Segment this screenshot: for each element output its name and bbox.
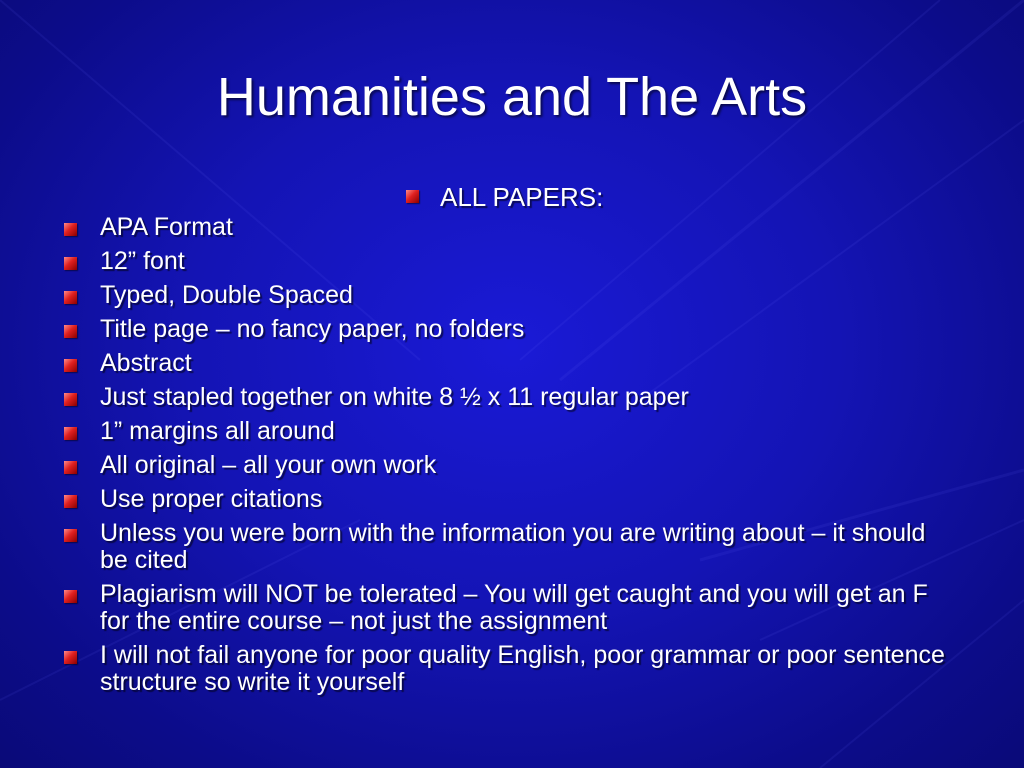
list-item-text: Abstract	[100, 349, 192, 377]
list-item-text: Plagiarism will NOT be tolerated – You will get caught and you will get an F for the entire course – not just the assignment	[100, 580, 928, 635]
list-item-text: Typed, Double Spaced	[100, 281, 353, 309]
red-square-bullet-icon	[64, 427, 77, 440]
list-item	[58, 581, 958, 635]
list-item	[58, 214, 958, 241]
bullet-list	[58, 214, 958, 696]
list-item	[58, 452, 958, 479]
list-item	[58, 316, 958, 343]
subheading	[406, 181, 603, 213]
list-item	[58, 520, 958, 574]
red-square-bullet-icon	[64, 223, 77, 236]
red-square-bullet-icon	[64, 359, 77, 372]
list-item-text: I will not fail anyone for poor quality English, poor grammar or poor sentence structure so write it yourself	[100, 641, 945, 696]
list-item-text: APA Format	[100, 213, 233, 241]
red-square-bullet-icon	[64, 461, 77, 474]
red-square-bullet-icon	[64, 529, 77, 542]
red-square-bullet-icon	[64, 590, 77, 603]
list-item-text: All original – all your own work	[100, 451, 437, 479]
list-item-text: Title page – no fancy paper, no folders	[100, 315, 525, 343]
red-square-bullet-icon	[64, 257, 77, 270]
subheading-label: ALL PAPERS:	[440, 182, 604, 212]
list-item-text: Use proper citations	[100, 485, 323, 513]
red-square-bullet-icon	[64, 495, 77, 508]
red-square-bullet-icon	[64, 325, 77, 338]
red-square-bullet-icon	[64, 291, 77, 304]
list-item-text: Unless you were born with the information you are writing about – it should be cited	[100, 519, 926, 574]
list-item	[58, 350, 958, 377]
slide-title: Humanities and The Arts	[216, 67, 808, 127]
red-square-bullet-icon	[64, 393, 77, 406]
red-square-bullet-icon	[64, 651, 77, 664]
red-square-bullet-icon	[406, 190, 419, 203]
list-item-text: 12” font	[100, 247, 185, 275]
list-item	[58, 642, 958, 696]
list-item	[58, 282, 958, 309]
list-item	[58, 248, 958, 275]
list-item-text: 1” margins all around	[100, 417, 335, 445]
list-item	[58, 384, 958, 411]
list-item-text: Just stapled together on white 8 ½ x 11 regular paper	[100, 383, 689, 411]
list-item	[58, 418, 958, 445]
list-item	[58, 486, 958, 513]
